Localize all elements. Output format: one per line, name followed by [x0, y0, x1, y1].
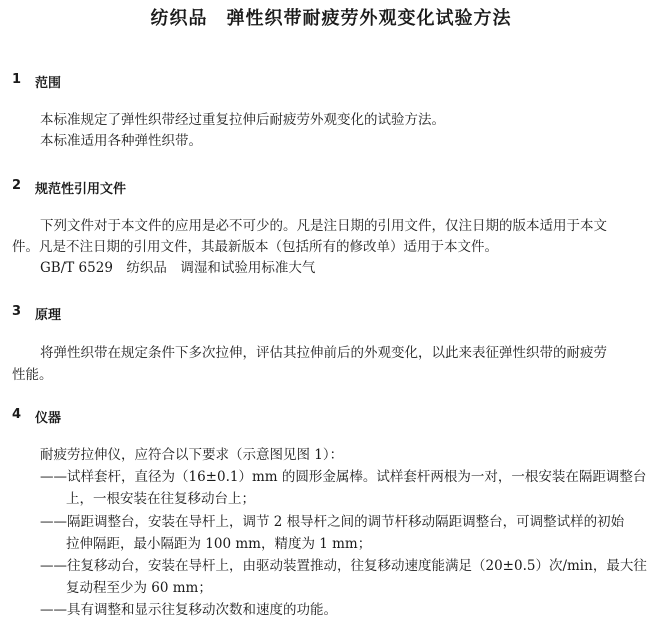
- paragraph-line: 耐疲劳拉伸仪，应符合以下要求（示意图见图 1）：: [40, 447, 344, 463]
- list-item: ——隔距调整台，安装在导杆上，调节 2 根导杆之间的调节杆移动隔距调整台，可调整试样的初始: [40, 514, 625, 530]
- section-number: 1: [12, 72, 22, 87]
- section-heading-scope: [12, 72, 61, 91]
- section-title: 原理: [35, 308, 62, 323]
- list-item: ——具有调整和显示往复移动次数和速度的功能。: [40, 602, 337, 618]
- paragraph-line: 本标准适用各种弹性织带。: [40, 133, 202, 149]
- list-item: ——往复移动台，安装在导杆上，由驱动装置推动，往复移动速度能满足（20±0.5）次/min，最大往: [40, 558, 647, 574]
- paragraph-line: 将弹性织带在规定条件下多次拉伸，评估其拉伸前后的外观变化，以此来表征弹性织带的耐疲劳: [40, 345, 607, 361]
- section-title: 规范性引用文件: [35, 182, 127, 197]
- section-title: 仪器: [35, 411, 62, 426]
- section-number: 4: [12, 407, 22, 422]
- section-number: 3: [12, 304, 22, 319]
- section-heading-principle: [12, 304, 61, 323]
- reference-item: GB/T 6529 纺织品 调湿和试验用标准大气: [40, 260, 316, 276]
- list-item-continuation: 复动程至少为 60 mm；: [66, 580, 212, 596]
- page-title: 纺织品 弹性织带耐疲劳外观变化试验方法: [150, 8, 512, 29]
- list-item-continuation: 上，一根安装在往复移动台上；: [66, 491, 255, 507]
- section-number: 2: [12, 178, 22, 193]
- section-title: 范围: [35, 76, 62, 91]
- paragraph-line: 本标准规定了弹性织带经过重复拉伸后耐疲劳外观变化的试验方法。: [40, 112, 445, 128]
- paragraph-line: 下列文件对于本文件的应用是必不可少的。凡是注日期的引用文件，仅注日期的版本适用于本文: [40, 218, 607, 234]
- paragraph-line: 性能。: [12, 367, 53, 383]
- paragraph-line: 件。凡是不注日期的引用文件，其最新版本（包括所有的修改单）适用于本文件。: [12, 239, 498, 255]
- list-item: ——试样套杆，直径为（16±0.1）mm 的圆形金属棒。试样套杆两根为一对，一根安装在隔距调整台: [40, 469, 647, 485]
- section-heading-apparatus: [12, 407, 61, 426]
- section-heading-normative-references: [12, 178, 126, 197]
- list-item-continuation: 拉伸隔距，最小隔距为 100 mm，精度为 1 mm；: [66, 536, 372, 552]
